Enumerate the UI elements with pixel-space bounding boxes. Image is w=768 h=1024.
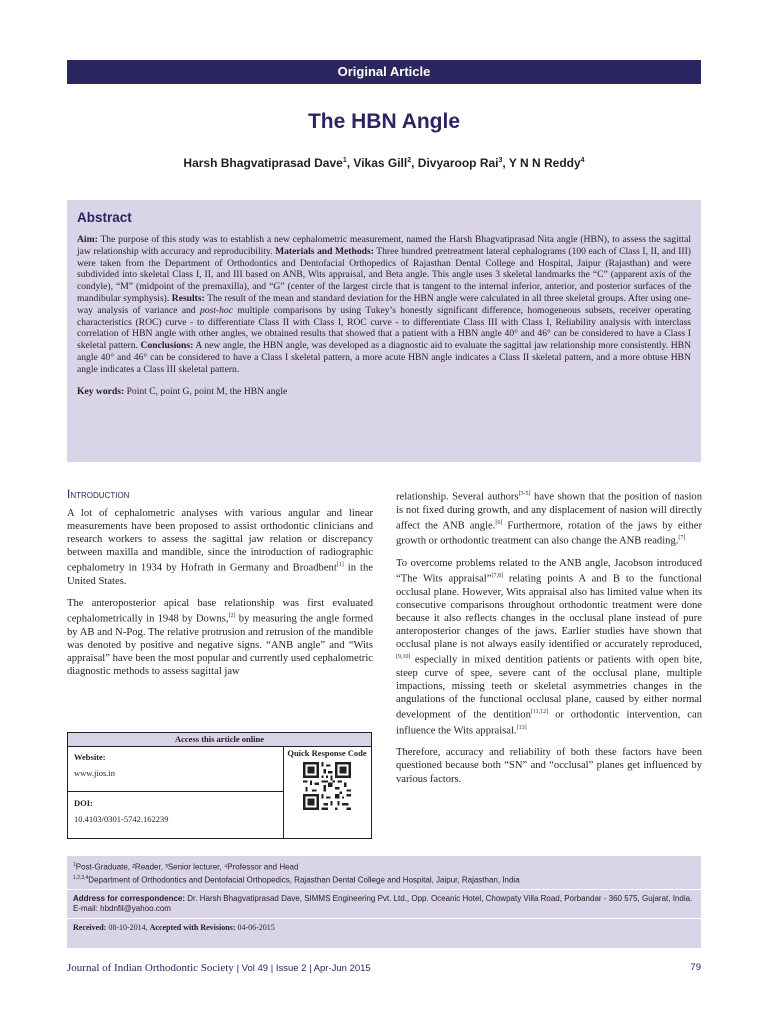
website-link[interactable]: www.jios.in [74, 768, 116, 778]
text: by measuring the angle formed by AB and N-Pog. The relative protrusion and retrusion of the mandible was denoted by positive and negative signs. “ANB angle” and “Wits appraisal” have been the most popular and currently used cephalometric diagnostic methods to assess sagittal jaw [67, 613, 373, 678]
abstract-box [67, 200, 701, 462]
intro-paragraph-2 [67, 597, 373, 678]
divider [67, 918, 701, 919]
author-name: Divyaroop Rai [417, 156, 499, 170]
access-header: Access this article online [68, 733, 371, 747]
access-article-box [67, 732, 372, 839]
accepted-label: Accepted with Revisions: [149, 923, 236, 933]
results-italic: post-hoc [199, 304, 233, 316]
citation-link[interactable]: [2] [228, 613, 236, 620]
abstract-text [77, 234, 691, 376]
right-paragraph-1 [396, 488, 702, 548]
aim-text: The purpose of this study was to establish a new cephalometric measurement, named the Harsh Bhagvatiprasad Nita angle (HBN), to assess the sagittal jaw relationship with accuracy and reproducibility. [77, 234, 691, 257]
conclusions-label: Conclusions: [140, 340, 194, 352]
text: in the United States. [67, 563, 374, 588]
page-footer [67, 962, 701, 974]
author-list: Harsh Bhagvatiprasad Dave$^1$, Vikas Gill$^2$, Divyaroop Rai$^3$, Y N N Reddy$^4$ [183, 156, 585, 170]
results-label: Results: [171, 292, 205, 304]
qr-label: Quick Response Code [287, 748, 367, 758]
citation-link[interactable]: [7] [678, 535, 686, 542]
author-name: Vikas Gill [353, 156, 408, 170]
author-affil-sup: 4 [580, 157, 585, 164]
right-paragraph-2 [396, 557, 702, 737]
author-roles [73, 860, 695, 873]
correspondence [73, 894, 695, 914]
doi-row [68, 792, 283, 830]
author-affil-sup: 1 [342, 157, 347, 164]
citation-link[interactable]: [1] [336, 562, 344, 569]
department [73, 873, 695, 886]
correspondence-text: Dr. Harsh Bhagvatiprasad Dave, SIMMS Engineering Pvt. Ltd., Opp. Oceanic Hotel, Chowpaty Villa Road, Porbandar - 360 575, Gujarat, India. E-mail: hbdnfil@yahoo.com [73, 894, 693, 914]
abstract-heading: Abstract [77, 210, 132, 225]
text: relationship. Several authors [396, 491, 519, 503]
text: Furthermore, rotation of the jaws by either growth or orthodontic treatment can also change the ANB reading. [396, 520, 702, 547]
website-label: Website: [74, 752, 106, 762]
intro-paragraph-1 [67, 507, 373, 588]
citation-link[interactable]: [9,10] [396, 654, 411, 661]
author-name: Y N N Reddy [508, 156, 581, 170]
issue-info: | Vol 49 | Issue 2 | Apr-Jun 2015 [236, 963, 371, 974]
author-affil-sup: 3 [498, 157, 503, 164]
text: especially in mixed dentition patients or patients with open bite, steep curve of spee, severe cant of the occlusal plane, multiple impactions, missing teeth or skeletal asymmetries changes in the angulations of the functional occlusal plane, caused by either normal development of the dentition [396, 654, 702, 721]
text: The anteroposterior apical base relationship was first evaluated cephalometrically in 1948 by Downs, [67, 598, 373, 625]
right-paragraph-3: Therefore, accuracy and reliability of both these factors have been questioned because both “SN” and “occlusal” planes get influenced by various factors. [396, 747, 702, 785]
roles-text: Post-Graduate, ²Reader, ³Senior lecturer, ⁴Professor and Head [75, 862, 299, 872]
journal-name: Journal of Indian Orthodontic Society [67, 962, 234, 974]
citation-link[interactable]: [11,12] [530, 709, 549, 716]
author-name: Harsh Bhagvatiprasad Dave [183, 156, 343, 170]
methods-text: Three hundred pretreatment lateral cephalograms (100 each of Class I, II, and III) were taken from the Department of Orthodontics and Dentofacial Orthopedics of Rajasthan Dental College and Hospital, Jaipur (Rajasthan) and were subdivided into skeletal Class I, II, and III based on ANB, Wits appraisal, and Beta angle. This angle uses 3 skeletal landmarks the “C” (apparent axis of the condyle), “M” (midpoint of the premaxilla), and “G” (center of the largest circle that is tangent to the internal inferior, anterior, and posterior surfaces of the mandibular symphysis). [77, 245, 691, 304]
access-info [68, 746, 284, 838]
right-column [396, 488, 702, 795]
introduction-heading: Introduction [67, 487, 130, 501]
text: To overcome problems related to the ANB angle, Jacobson introduced “The Wits appraisal” [396, 557, 702, 585]
methods-label: Materials and Methods: [275, 245, 374, 257]
received-label: Received: [73, 923, 107, 933]
divider [67, 889, 701, 890]
received-date: 08-10-2014, [108, 923, 148, 933]
affil-sup: 1 [73, 862, 76, 868]
citation-link[interactable]: [3-5] [518, 491, 531, 497]
citation-link[interactable]: [7,8] [491, 573, 503, 580]
text: A lot of cephalometric analyses with various angular and linear measurements have been proposed to assist orthodontic clinicians and research workers to assess the sagittal jaw relation or discrepancy between maxilla and mandible, since the introduction of radiographic cephalometry in 1934 by Hofrath in Germany and Broadbent [67, 508, 373, 574]
citation-link[interactable]: [13] [516, 724, 527, 731]
affil-sup: 1,2,3,4 [73, 874, 89, 881]
correspondence-label: Address for correspondence: [73, 894, 186, 904]
doi-label: DOI: [74, 798, 93, 808]
keywords [77, 386, 691, 398]
page-number: 79 [690, 962, 701, 973]
department-text: Department of Orthodontics and Dentofacial Orthopedics, Rajasthan Dental College and Hospital, Jaipur, Rajasthan, India [88, 875, 520, 885]
citation-link[interactable]: [6] [495, 519, 503, 526]
qr-code-icon[interactable] [303, 762, 351, 810]
results-text-cont: multiple comparisons by using Tukey’s honestly significant difference, homogeneous subsets, receiver operating characteristics (ROC) curve - to differentiate Class II with Class I, ROC curve - to differentiate Class III with Class I, Reliability analysis with interclass correlation of HBN angle with other angles, we obtained results that showed that a patient with a HBN angle 40° and 46° can be considered to have a Class I skeletal pattern. [77, 304, 691, 352]
author-affil-sup: 2 [407, 157, 412, 164]
text: or orthodontic intervention, can influence the Wits appraisal. [396, 709, 702, 737]
keywords-label: Key words: [77, 385, 125, 397]
qr-panel [283, 746, 371, 838]
text: have shown that the position of nasion is not fixed during growth, and any displacement of nasion will directly affect the ANB angle. [396, 491, 702, 532]
received-dates [73, 923, 695, 933]
results-text: The result of the mean and standard deviation for the HBN angle were calculated in all three skeletal groups. After using one-way analysis of variance and [77, 292, 691, 316]
doi-link[interactable]: 10.4103/0301-5742.162239 [74, 814, 169, 824]
affiliations-box [67, 856, 701, 948]
article-type-banner: Original Article [67, 60, 701, 84]
keywords-text: Point C, point G, point M, the HBN angle [126, 385, 288, 397]
website-row [68, 746, 283, 792]
text: relating points A and B to the functional occlusal plane. However, Wits appraisal also has limited value when its consecutive comparisons throughout orthodontic treatment were done because it also reflects changes in the occlusal plane instead of pure anteroposterior changes of the jaws. Earlier studies have shown that occlusal plane is not always easily identified or accurately reproduced, [396, 573, 702, 651]
accepted-date: 04-06-2015 [237, 923, 275, 933]
conclusions-text: A new angle, the HBN angle, was developed as a diagnostic aid to evaluate the sagittal jaw relationship more consistently. HBN angle 40° and 46° can be considered to have a Class I skeletal pattern, a more acute HBN angle indicates a Class II skeletal pattern, and a more obtuse HBN angle indicates a Class III skeletal pattern. [77, 340, 692, 375]
article-title: The HBN Angle [307, 110, 461, 133]
aim-label: Aim: [77, 234, 98, 245]
left-column [67, 488, 373, 687]
